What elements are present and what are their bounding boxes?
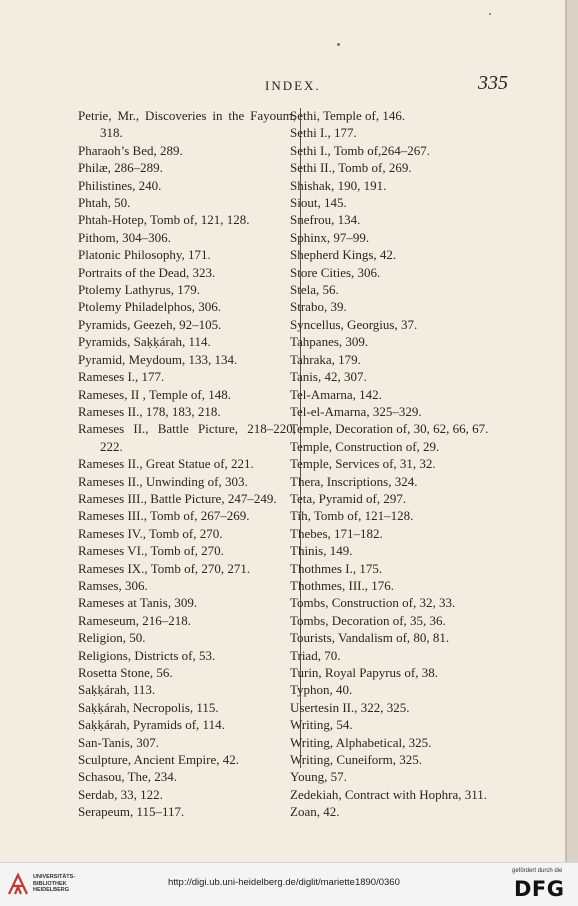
index-entry: Zedekiah, Contract with Hophra, 311. — [290, 786, 487, 802]
index-entry: Rameseum, 216–218. — [78, 612, 192, 628]
index-entry: Sculpture, Ancient Empire, 42. — [78, 752, 240, 768]
index-entry: Rameses at Tanis, 309. — [78, 595, 198, 611]
index-entry: Rameses II., Unwinding of, 303. — [78, 473, 248, 489]
index-entry: Rameses VI., Tomb of, 270. — [78, 543, 224, 559]
index-entry: Religions, Districts of, 53. — [78, 647, 216, 663]
index-entry: Sethi I., 177. — [290, 125, 357, 141]
index-entry: Ptolemy Lathyrus, 179. — [78, 282, 201, 298]
index-entry: Rameses IX., Tomb of, 270, 271. — [78, 560, 251, 576]
index-entry: Petrie, Mr., Discoveries in the Fayoum, 318. — [78, 108, 296, 141]
index-entry: Syncellus, Georgius, 37. — [290, 316, 418, 332]
index-entry: Young, 57. — [290, 769, 347, 785]
index-entry: Rameses, II , Temple of, 148. — [78, 386, 232, 402]
index-entry: Tourists, Vandalism of, 80, 81. — [290, 630, 450, 646]
index-entry: San-Tanis, 307. — [78, 734, 160, 750]
index-entry: Saḳḳárah, Pyramids of, 114. — [78, 717, 225, 733]
index-entry: Rameses II., Great Statue of, 221. — [78, 456, 254, 472]
index-entry: Philæ, 286–289. — [78, 160, 163, 176]
index-entry: Stela, 56. — [290, 282, 339, 298]
index-entry: Pyramids, Saḳḳárah, 114. — [78, 334, 211, 350]
index-entry: Tombs, Decoration of, 35, 36. — [290, 612, 446, 628]
page-number: 335 — [478, 72, 508, 94]
index-entry: Typhon, 40. — [290, 682, 353, 698]
university-library-logo-icon — [6, 872, 30, 896]
index-entry: Portraits of the Dead, 323. — [78, 264, 216, 280]
index-entry: Temple, Decoration of, 30, 62, 66, 67. — [290, 421, 489, 437]
index-entry: Shepherd Kings, 42. — [290, 247, 397, 263]
index-entry: Snefrou, 134. — [290, 212, 361, 228]
index-entry: Writing, Alphabetical, 325. — [290, 734, 432, 750]
page-edge — [567, 0, 578, 862]
funded-by-caption: gefördert durch die — [512, 868, 563, 874]
index-entry: Writing, 54. — [290, 717, 353, 733]
index-entry: Temple, Construction of, 29. — [290, 438, 440, 454]
index-entry: Platonic Philosophy, 171. — [78, 247, 211, 263]
index-entry: Thebes, 171–182. — [290, 525, 383, 541]
index-entry: Pyramids, Geezeh, 92–105. — [78, 316, 222, 332]
index-column-right — [290, 107, 515, 821]
index-entry: Rameses III., Tomb of, 267–269. — [78, 508, 250, 524]
index-entry: Phtah-Hotep, Tomb of, 121, 128. — [78, 212, 250, 228]
index-entry: Rosetta Stone, 56. — [78, 665, 173, 680]
index-entry: Triad, 70. — [290, 647, 341, 663]
index-entry: Tih, Tomb of, 121–128. — [290, 508, 414, 524]
index-entry: Ptolemy Philadelphos, 306. — [78, 299, 221, 315]
index-entry: Strabo, 39. — [290, 299, 347, 315]
index-entry: Serdab, 33, 122. — [78, 786, 163, 802]
index-entry: Thinis, 149. — [290, 543, 353, 559]
index-entry: Schasou, The, 234. — [78, 769, 178, 785]
viewer-footer — [0, 862, 578, 906]
index-entry: Pharaoh’s Bed, 289. — [78, 142, 183, 158]
index-column-left — [78, 107, 296, 821]
index-entry: Thothmes, III., 176. — [290, 577, 394, 593]
index-entry: Tombs, Construction of, 32, 33. — [290, 595, 456, 611]
ink-speck — [337, 43, 340, 46]
index-entry: Pyramid, Meydoum, 133, 134. — [78, 351, 238, 367]
index-entry: Religion, 50. — [78, 630, 146, 646]
index-entry: Writing, Cuneiform, 325. — [290, 752, 422, 768]
index-entry: Philistines, 240. — [78, 177, 162, 193]
index-entry: Store Cities, 306. — [290, 264, 381, 280]
index-entry: Tanis, 42, 307. — [290, 369, 367, 385]
index-entry: Ramses, 306. — [78, 577, 148, 593]
index-entry: Tel-el-Amarna, 325–329. — [290, 403, 422, 419]
ink-speck — [489, 13, 491, 15]
index-entry: Teta, Pyramid of, 297. — [290, 490, 407, 506]
index-entry: Thera, Inscriptions, 324. — [290, 473, 418, 489]
header-title: INDEX. — [265, 78, 321, 93]
index-entry: Saḳḳárah, Necropolis, 115. — [78, 699, 219, 715]
index-entry: Rameses I., 177. — [78, 369, 165, 385]
index-entry: Turin, Royal Papyrus of, 38. — [290, 665, 438, 680]
index-entry: Serapeum, 115–117. — [78, 804, 185, 820]
permalink-url[interactable]: http://digi.ub.uni-heidelberg.de/diglit/mariette1890/0360 — [168, 877, 400, 888]
running-header — [0, 72, 578, 96]
index-entry: Pithom, 304–306. — [78, 229, 171, 245]
index-entry: Rameses II., Battle Picture, 218–220, 222. — [78, 421, 296, 454]
index-entry: Rameses IV., Tomb of, 270. — [78, 525, 223, 541]
index-entry: Temple, Services of, 31, 32. — [290, 456, 436, 472]
university-library-logo-text: UNIVERSITÄTS- BIBLIOTHEK HEIDELBERG — [33, 874, 76, 893]
index-entry: Rameses II., 178, 183, 218. — [78, 403, 221, 419]
index-entry: Usertesin II., 322, 325. — [290, 699, 410, 715]
index-entry: Tel-Amarna, 142. — [290, 386, 382, 402]
index-entry: Sethi II., Tomb of, 269. — [290, 160, 412, 176]
index-entry: Shishak, 190, 191. — [290, 177, 387, 193]
index-entry: Phtah, 50. — [78, 195, 131, 211]
index-entry: Rameses III., Battle Picture, 247–249. — [78, 490, 277, 506]
index-entry: Siout, 145. — [290, 195, 347, 211]
index-entry: Tahraka, 179. — [290, 351, 361, 367]
index-entry: Thothmes I., 175. — [290, 560, 383, 576]
dfg-logo-icon: DFG — [514, 877, 565, 901]
index-entry: Tahpanes, 309. — [290, 334, 369, 350]
index-entry: Zoan, 42. — [290, 804, 340, 820]
index-entry: Sethi I., Tomb of,264–267. — [290, 142, 431, 158]
index-entry: Sethi, Temple of, 146. — [290, 108, 406, 123]
index-entry: Saḳḳárah, 113. — [78, 682, 156, 698]
index-entry: Sphinx, 97–99. — [290, 229, 370, 245]
